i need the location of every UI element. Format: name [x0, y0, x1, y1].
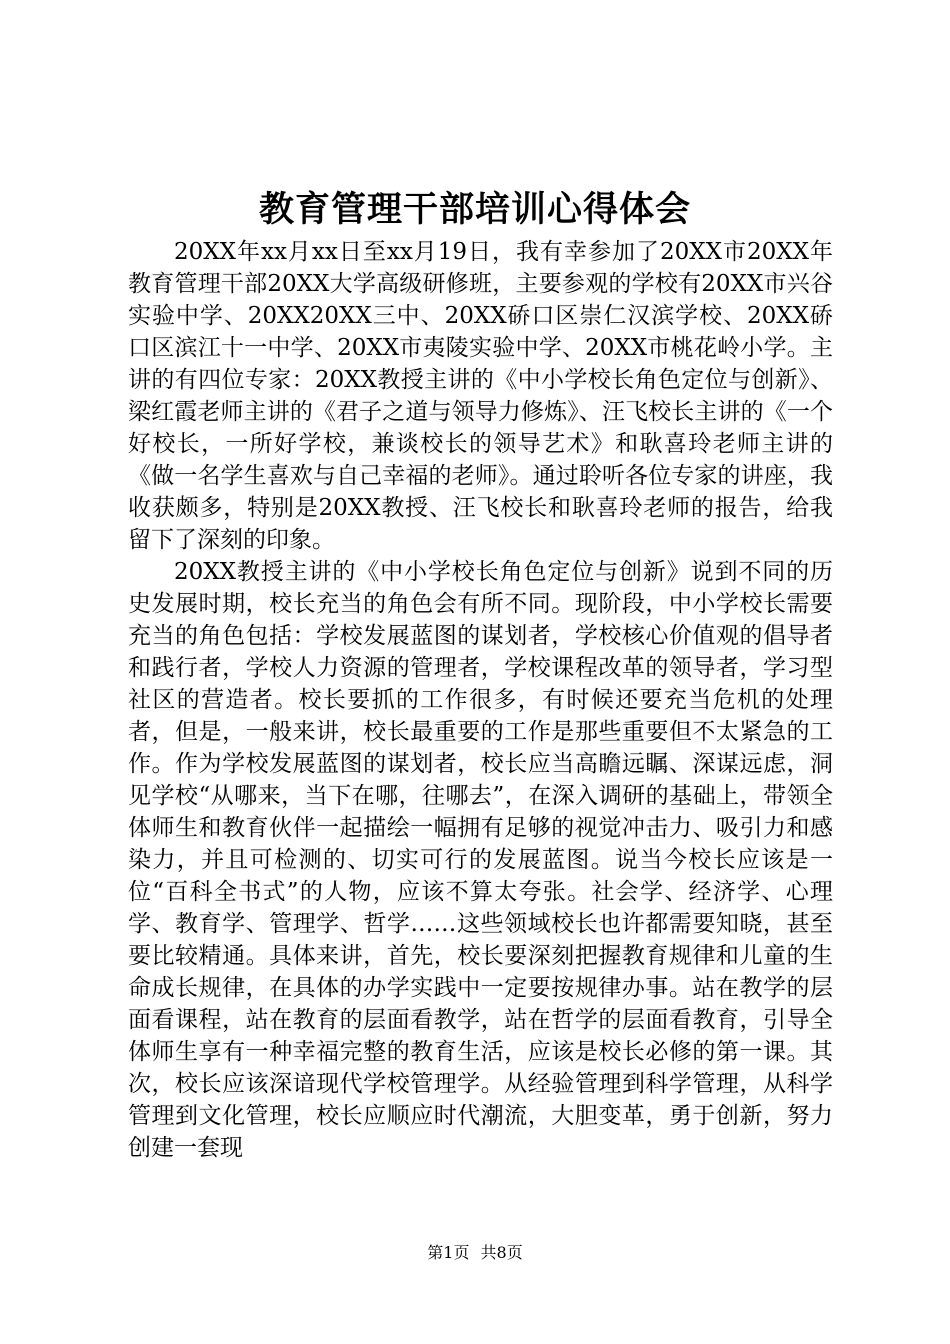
paragraph-2: 20XX教授主讲的《中小学校长角色定位与创新》说到不同的历史发展时期，校长充当的角色会有所不同。现阶段，中小学校长需要充当的角色包括：学校发展蓝图的谋划者，学校核心价值观的倡导者和践行者，学校人力资源的管理者，学校课程改革的领导者，学习型社区的营造者。校长要抓的工作很多，有时候还要充当危机的处理者，但是，一般来讲，校长最重要的工作是那些重要但不太紧急的工作。作为学校发展蓝图的谋划者，校长应当高瞻远瞩、深谋远虑，洞见学校“从哪来，当下在哪，往哪去”，在深入调研的基础上，带领全体师生和教育伙伴一起描绘一幅拥有足够的视觉冲击力、吸引力和感染力，并且可检测的、切实可行的发展蓝图。说当今校长应该是一位“百科全书式”的人物，应该不算太夸张。社会学、经济学、心理学、教育学、管理学、哲学……这些领域校长也许都需要知晓，甚至要比较精通。具体来讲，首先，校长要深刻把握教育规律和儿童的生命成长规律，在具体的办学实践中一定要按规律办事。站在教学的层面看课程，站在教育的层面看教学，站在哲学的层面看教育，引导全体师生享有一种幸福完整的教育生活，应该是校长必修的第一课。其次，校长应该深谙现代学校管理学。从经验管理到科学管理，从科学管理到文化管理，校长应顺应时代潮流，大胆变革，勇于创新，努力创建一套现: [128, 559, 833, 1161]
document-body: [128, 236, 833, 1164]
paragraph-1: 20XX年xx月xx日至xx月19日，我有幸参加了20XX市20XX年教育管理干部20XX大学高级研修班，主要参观的学校有20XX市兴谷实验中学、20XX20XX三中、20XX硚口区崇仁汉滨学校、20XX硚口区滨江十一中学、20XX市夷陵实验中学、20XX市桃花岭小学。主讲的有四位专家：20XX教授主讲的《中小学校长角色定位与创新》、梁红霞老师主讲的《君子之道与领导力修炼》、汪飞校长主讲的《一个好校长，一所好学校，兼谈校长的领导艺术》和耿喜玲老师主讲的《做一名学生喜欢与自己幸福的老师》。通过聆听各位专家的讲座，我收获颇多，特别是20XX教授、汪飞校长和耿喜玲老师的报告，给我留下了深刻的印象。: [128, 239, 833, 553]
page-footer: [0, 1243, 950, 1263]
document-title: 教育管理干部培训心得体会: [258, 189, 691, 230]
page-number: 第1页: [427, 1243, 470, 1262]
page-total: 共8页: [480, 1243, 523, 1262]
